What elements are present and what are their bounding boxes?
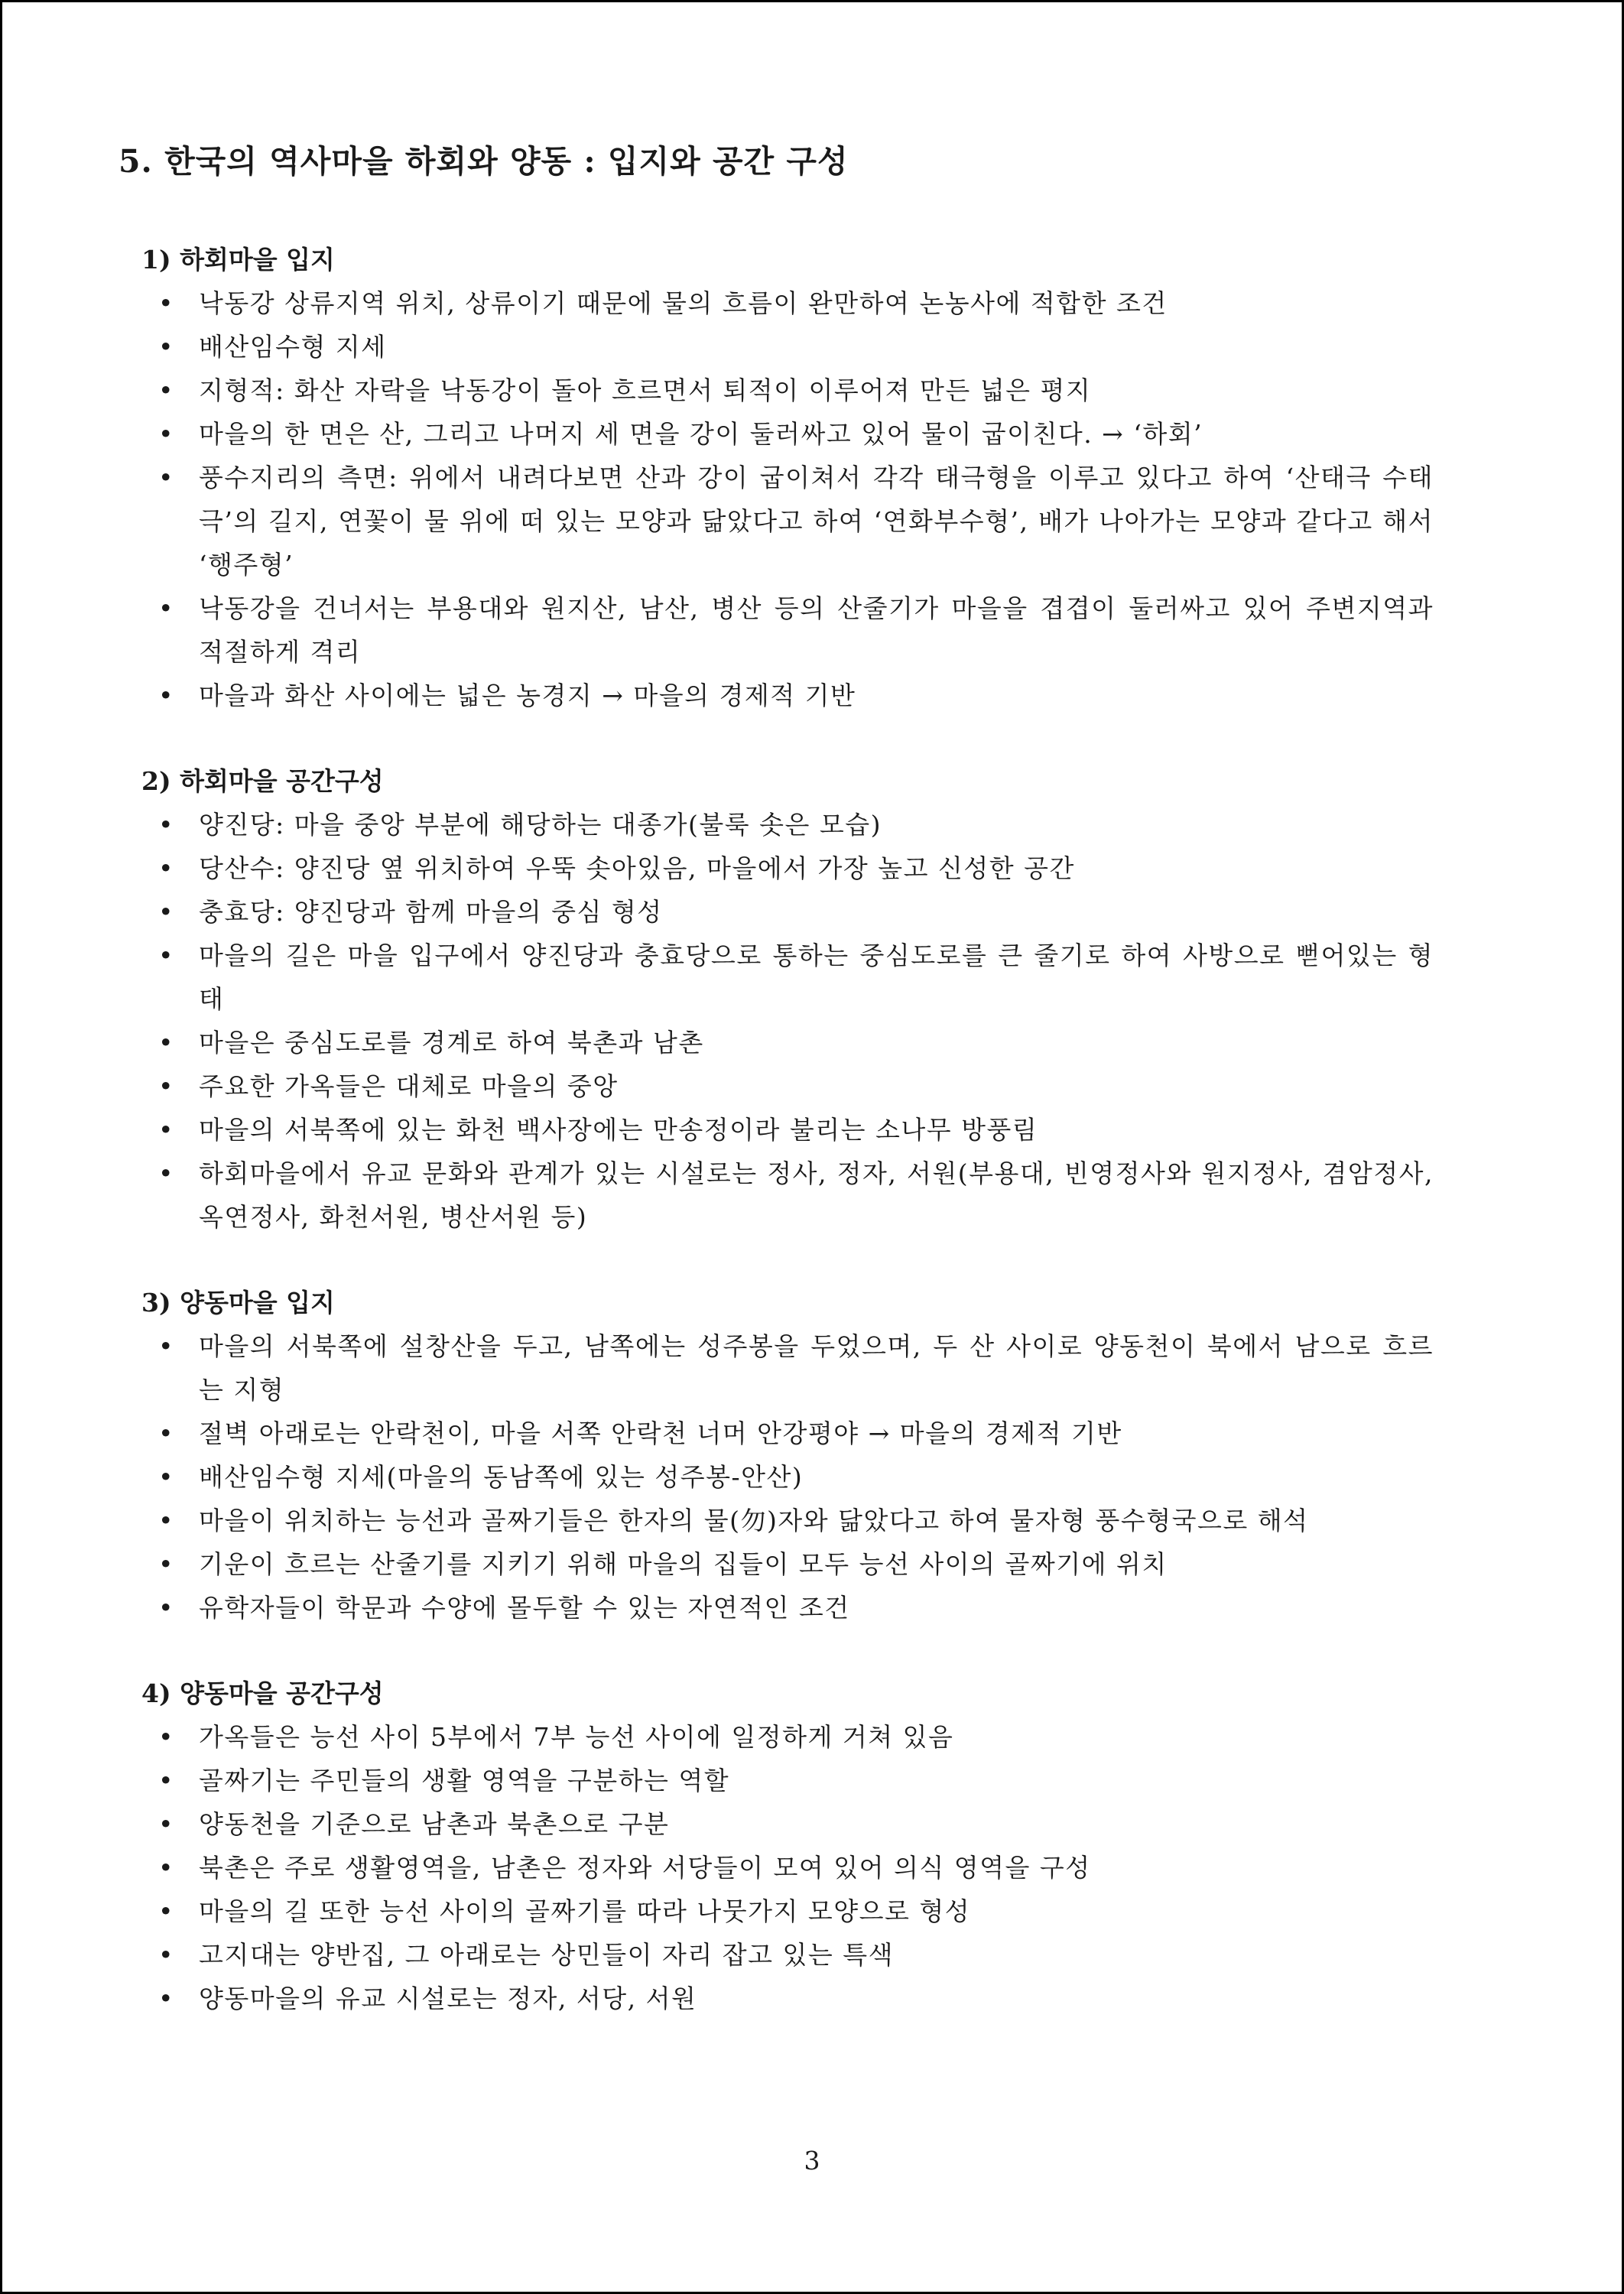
- bullet-icon: •: [158, 1506, 174, 1535]
- list-item-text: 마을의 한 면은 산, 그리고 나머지 세 면을 강이 둘러싸고 있어 물이 굽이친다. → ‘하회’: [199, 419, 1203, 449]
- bullet-icon: •: [158, 332, 174, 362]
- page-title: 5. 한국의 역사마을 하회와 양동 : 입지와 공간 구성: [119, 143, 849, 180]
- bullet-icon: •: [158, 1809, 174, 1839]
- list-item-text: 마을이 위치하는 능선과 골짜기들은 한자의 물(勿)자와 닮았다고 하여 물자형 풍수형국으로 해석: [199, 1506, 1309, 1535]
- bullet-icon: •: [158, 853, 174, 883]
- page-number: 3: [804, 2146, 820, 2175]
- bullet-icon: •: [158, 1549, 174, 1579]
- list-item-text: 마을과 화산 사이에는 넓은 농경지 → 마을의 경제적 기반: [199, 681, 856, 710]
- bullet-icon: •: [158, 1418, 174, 1448]
- list-item: [141, 1889, 1434, 1933]
- list-item: [141, 1108, 1434, 1152]
- bullet-icon: •: [158, 810, 174, 840]
- section-yangdong-location: [141, 1281, 1434, 1630]
- bullet-icon: •: [158, 1853, 174, 1883]
- bullet-list: [141, 281, 1434, 717]
- bullet-icon: •: [158, 1896, 174, 1926]
- content-area: [141, 238, 1434, 2062]
- list-item: [141, 803, 1434, 846]
- list-item: [141, 1586, 1434, 1630]
- list-item: [141, 456, 1434, 586]
- list-item-text: 마을의 서북쪽에 설창산을 두고, 남쪽에는 성주봉을 두었으며, 두 산 사이로 양동천이 북에서 남으로 흐르는 지형: [199, 1331, 1434, 1405]
- list-item: [141, 846, 1434, 890]
- list-item: [141, 934, 1434, 1021]
- list-item-text: 절벽 아래로는 안락천이, 마을 서쪽 안락천 너머 안강평야 → 마을의 경제적 기반: [199, 1418, 1122, 1448]
- list-item-text: 배산임수형 지세(마을의 동남쪽에 있는 성주봉-안산): [199, 1462, 804, 1492]
- list-item: [141, 1977, 1434, 2020]
- list-item: [141, 674, 1434, 717]
- list-item: [141, 1715, 1434, 1759]
- bullet-icon: •: [158, 288, 174, 318]
- bullet-icon: •: [158, 1331, 174, 1361]
- section-heading: 2) 하회마을 공간구성: [141, 766, 384, 796]
- list-item-text: 배산임수형 지세: [199, 332, 387, 362]
- list-item: [141, 1542, 1434, 1586]
- list-item-text: 가옥들은 능선 사이 5부에서 7부 능선 사이에 일정하게 거쳐 있음: [199, 1722, 954, 1752]
- list-item-text: 기운이 흐르는 산줄기를 지키기 위해 마을의 집들이 모두 능선 사이의 골짜기에 위치: [199, 1549, 1168, 1579]
- list-item-text: 낙동강을 건너서는 부용대와 원지산, 남산, 병산 등의 산줄기가 마을을 겹겹이 둘러싸고 있어 주변지역과 적절하게 격리: [199, 593, 1434, 667]
- list-item-text: 북촌은 주로 생활영역을, 남촌은 정자와 서당들이 모여 있어 의식 영역을 구성: [199, 1853, 1091, 1883]
- list-item-text: 하회마을에서 유교 문화와 관계가 있는 시설로는 정사, 정자, 서원(부용대, 빈영정사와 원지정사, 겸암정사, 옥연정사, 화천서원, 병산서원 등): [199, 1158, 1434, 1232]
- bullet-list: [141, 803, 1434, 1239]
- list-item-text: 마을은 중심도로를 경계로 하여 북촌과 남촌: [199, 1028, 704, 1058]
- bullet-icon: •: [158, 1462, 174, 1492]
- bullet-icon: •: [158, 1593, 174, 1623]
- bullet-icon: •: [158, 1984, 174, 2013]
- section-heading: 3) 양동마을 입지: [141, 1288, 335, 1318]
- list-item-text: 양동천을 기준으로 남촌과 북촌으로 구분: [199, 1809, 670, 1839]
- list-item: [141, 369, 1434, 412]
- bullet-icon: •: [158, 1028, 174, 1058]
- list-item: [141, 1324, 1434, 1412]
- section-hahoe-layout: [141, 759, 1434, 1239]
- list-item-text: 낙동강 상류지역 위치, 상류이기 때문에 물의 흐름이 완만하여 논농사에 적합한 조건: [199, 288, 1168, 318]
- list-item: [141, 1759, 1434, 1802]
- bullet-icon: •: [158, 463, 174, 492]
- list-item: [141, 890, 1434, 934]
- list-item: [141, 1455, 1434, 1499]
- list-item: [141, 1412, 1434, 1455]
- list-item-text: 양진당: 마을 중앙 부분에 해당하는 대종가(불룩 솟은 모습): [199, 810, 882, 840]
- bullet-icon: •: [158, 681, 174, 710]
- bullet-icon: •: [158, 375, 174, 405]
- list-item: [141, 1152, 1434, 1239]
- bullet-icon: •: [158, 1722, 174, 1752]
- list-item-text: 골짜기는 주민들의 생활 영역을 구분하는 역할: [199, 1766, 730, 1795]
- list-item-text: 양동마을의 유교 시설로는 정자, 서당, 서원: [199, 1984, 697, 2013]
- bullet-icon: •: [158, 1158, 174, 1188]
- list-item: [141, 1499, 1434, 1542]
- section-heading: 4) 양동마을 공간구성: [141, 1678, 384, 1708]
- list-item-text: 유학자들이 학문과 수양에 몰두할 수 있는 자연적인 조건: [199, 1593, 850, 1623]
- list-item-text: 마을의 서북쪽에 있는 화천 백사장에는 만송정이라 불리는 소나무 방풍림: [199, 1115, 1038, 1145]
- list-item: [141, 1933, 1434, 1977]
- list-item: [141, 325, 1434, 369]
- bullet-icon: •: [158, 1071, 174, 1101]
- list-item-text: 주요한 가옥들은 대체로 마을의 중앙: [199, 1071, 619, 1101]
- list-item-text: 풍수지리의 측면: 위에서 내려다보면 산과 강이 굽이쳐서 각각 태극형을 이루고 있다고 하여 ‘산태극 수태극’의 길지, 연꽃이 물 위에 떠 있는 모양과 닮았다고 하여 ‘연화부수형’, 배가 나아가는 모양과 같다고 해서 ‘행주형’: [199, 463, 1434, 580]
- bullet-icon: •: [158, 419, 174, 449]
- bullet-icon: •: [158, 593, 174, 623]
- list-item: [141, 281, 1434, 325]
- list-item: [141, 1064, 1434, 1108]
- list-item-text: 마을의 길은 마을 입구에서 양진당과 충효당으로 통하는 중심도로를 큰 줄기로 하여 사방으로 뻗어있는 형태: [199, 941, 1434, 1014]
- list-item-text: 고지대는 양반집, 그 아래로는 상민들이 자리 잡고 있는 특색: [199, 1940, 894, 1970]
- list-item: [141, 586, 1434, 674]
- list-item: [141, 1021, 1434, 1064]
- bullet-list: [141, 1715, 1434, 2020]
- list-item-text: 당산수: 양진당 옆 위치하여 우뚝 솟아있음, 마을에서 가장 높고 신성한 공간: [199, 853, 1075, 883]
- bullet-icon: •: [158, 1940, 174, 1970]
- section-heading: 1) 하회마을 입지: [141, 245, 335, 275]
- list-item: [141, 412, 1434, 456]
- section-hahoe-location: [141, 238, 1434, 717]
- list-item-text: 마을의 길 또한 능선 사이의 골짜기를 따라 나뭇가지 모양으로 형성: [199, 1896, 971, 1926]
- bullet-list: [141, 1324, 1434, 1630]
- section-yangdong-layout: [141, 1672, 1434, 2020]
- list-item: [141, 1846, 1434, 1889]
- list-item-text: 지형적: 화산 자락을 낙동강이 돌아 흐르면서 퇴적이 이루어져 만든 넓은 평지: [199, 375, 1092, 405]
- list-item-text: 충효당: 양진당과 함께 마을의 중심 형성: [199, 897, 663, 927]
- bullet-icon: •: [158, 1115, 174, 1145]
- list-item: [141, 1802, 1434, 1846]
- bullet-icon: •: [158, 897, 174, 927]
- bullet-icon: •: [158, 1766, 174, 1795]
- bullet-icon: •: [158, 941, 174, 970]
